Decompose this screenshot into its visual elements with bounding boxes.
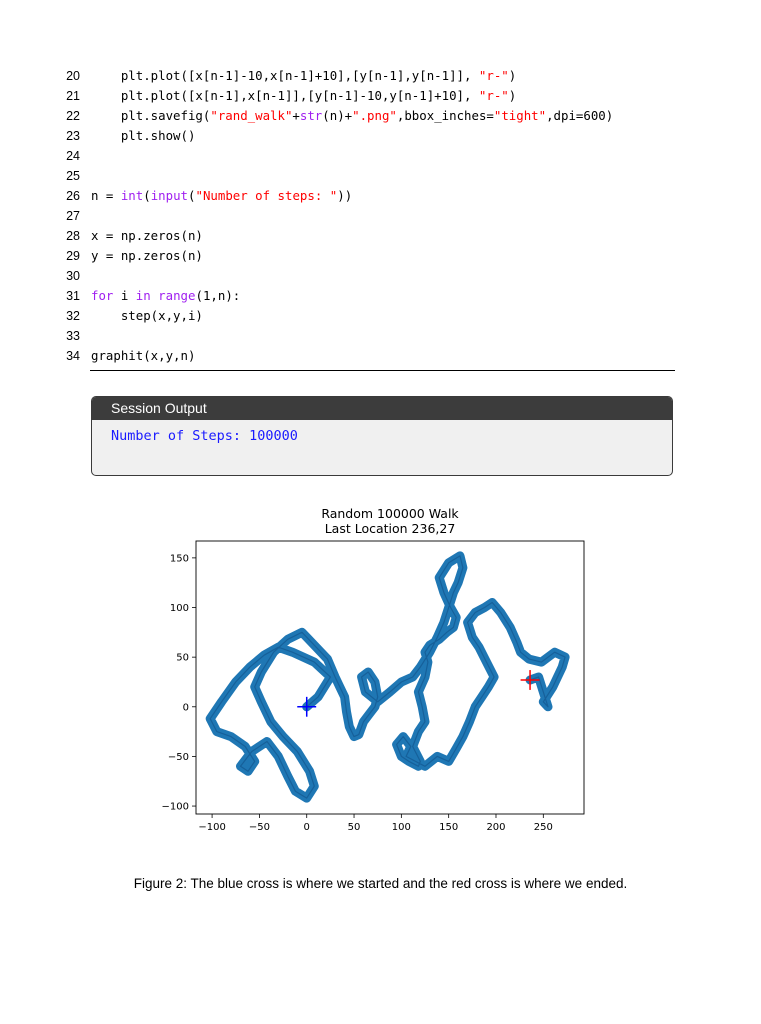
x-tick-label: 50 [347, 822, 361, 833]
line-number: 30 [66, 269, 80, 283]
y-tick-label: −100 [161, 801, 189, 813]
code-line [62, 186, 676, 206]
code-token: plt.plot([x[n-1],x[n-1]],[y[n-1]-10,y[n-1]+10], [91, 88, 479, 103]
code-string: "Number of steps: " [195, 188, 338, 203]
chart-subtitle: Last Location 236,27 [324, 521, 456, 536]
code-line [62, 306, 676, 326]
line-number: 32 [66, 309, 80, 323]
code-token: ( [143, 188, 151, 203]
line-number: 25 [66, 169, 80, 183]
y-tick-label: 50 [176, 652, 189, 664]
code-keyword: input [150, 188, 189, 203]
code-text [91, 186, 352, 206]
x-tick-label: −100 [198, 822, 226, 833]
code-token: ( [188, 188, 196, 203]
code-keyword: in [135, 288, 151, 303]
code-text [91, 286, 240, 306]
code-text [91, 126, 195, 146]
line-number: 21 [66, 89, 80, 103]
code-line [62, 206, 676, 226]
x-tick-label: 200 [486, 822, 506, 833]
code-line [62, 246, 676, 266]
code-text [91, 86, 516, 106]
line-number: 28 [66, 229, 80, 243]
code-line [62, 146, 676, 166]
line-number: 34 [66, 349, 80, 363]
code-line [62, 86, 676, 106]
code-token: x = np.zeros(n) [91, 228, 203, 243]
line-number: 33 [66, 329, 80, 343]
y-tick-label: −50 [167, 751, 189, 763]
line-number: 29 [66, 249, 80, 263]
code-keyword: str [299, 108, 323, 123]
code-line [62, 66, 676, 86]
y-tick-label: 100 [169, 603, 189, 615]
code-token: plt.show() [91, 128, 196, 143]
code-token: plt.plot([x[n-1]-10,x[n-1]+10],[y[n-1],y[n-1]], [91, 68, 479, 83]
code-token: n = [91, 188, 121, 203]
random-walk-figure [150, 500, 600, 840]
code-token: ) [508, 68, 517, 83]
chart-title: Random 100000 Walk [321, 506, 459, 521]
line-number: 23 [66, 129, 80, 143]
line-number: 24 [66, 149, 80, 163]
x-tick-label: 0 [303, 822, 310, 833]
code-token: plt.savefig( [91, 108, 211, 123]
code-string: "r-" [478, 68, 509, 83]
y-tick-label: 0 [182, 702, 189, 714]
figure-caption: Figure 2: The blue cross is where we started and the red cross is where we ended. [133, 876, 628, 891]
code-text [91, 226, 203, 246]
code-line [62, 166, 676, 186]
x-tick-label: 100 [391, 822, 411, 833]
code-string: "rand_walk" [210, 108, 293, 123]
session-output-title: Session Output [92, 397, 672, 420]
code-line [62, 326, 676, 346]
x-tick-label: 250 [533, 822, 553, 833]
code-line [62, 346, 676, 366]
code-text [91, 346, 195, 366]
code-divider [90, 370, 675, 371]
line-number: 27 [66, 209, 80, 223]
code-line [62, 126, 676, 146]
code-token: step(x,y,i) [91, 308, 203, 323]
code-token: ) [508, 88, 517, 103]
plot-area [162, 541, 584, 833]
code-token: i [113, 288, 136, 303]
code-text [91, 106, 613, 126]
code-string: "tight" [493, 108, 547, 123]
code-token: ,dpi=600) [546, 108, 614, 123]
code-string: ".png" [352, 108, 397, 123]
code-token: ,bbox_inches= [396, 108, 494, 123]
code-line [62, 266, 676, 286]
line-number: 26 [66, 189, 80, 203]
code-token: + [292, 108, 300, 123]
x-tick-label: 150 [439, 822, 459, 833]
line-number: 31 [66, 289, 80, 303]
code-line [62, 226, 676, 246]
code-text [91, 246, 203, 266]
y-tick-label: 150 [169, 553, 189, 565]
code-string: "r-" [478, 88, 509, 103]
session-output-text: Number of Steps: 100000 [111, 428, 298, 444]
code-text [91, 66, 516, 86]
code-keyword: for [91, 288, 114, 303]
code-listing [62, 66, 676, 366]
code-line [62, 286, 676, 306]
code-token: )) [337, 188, 353, 203]
x-tick-label: −50 [248, 822, 270, 833]
code-token: y = np.zeros(n) [91, 248, 203, 263]
code-line [62, 106, 676, 126]
line-number: 22 [66, 109, 80, 123]
code-token: graphit(x,y,n) [91, 348, 196, 363]
code-token: (n)+ [322, 108, 353, 123]
code-keyword: int [120, 188, 144, 203]
code-keyword: range [158, 288, 196, 303]
line-number: 20 [66, 69, 80, 83]
code-text [91, 306, 203, 326]
session-output-panel [91, 396, 673, 476]
walk-series-thick [210, 556, 565, 798]
code-token: (1,n): [195, 288, 241, 303]
